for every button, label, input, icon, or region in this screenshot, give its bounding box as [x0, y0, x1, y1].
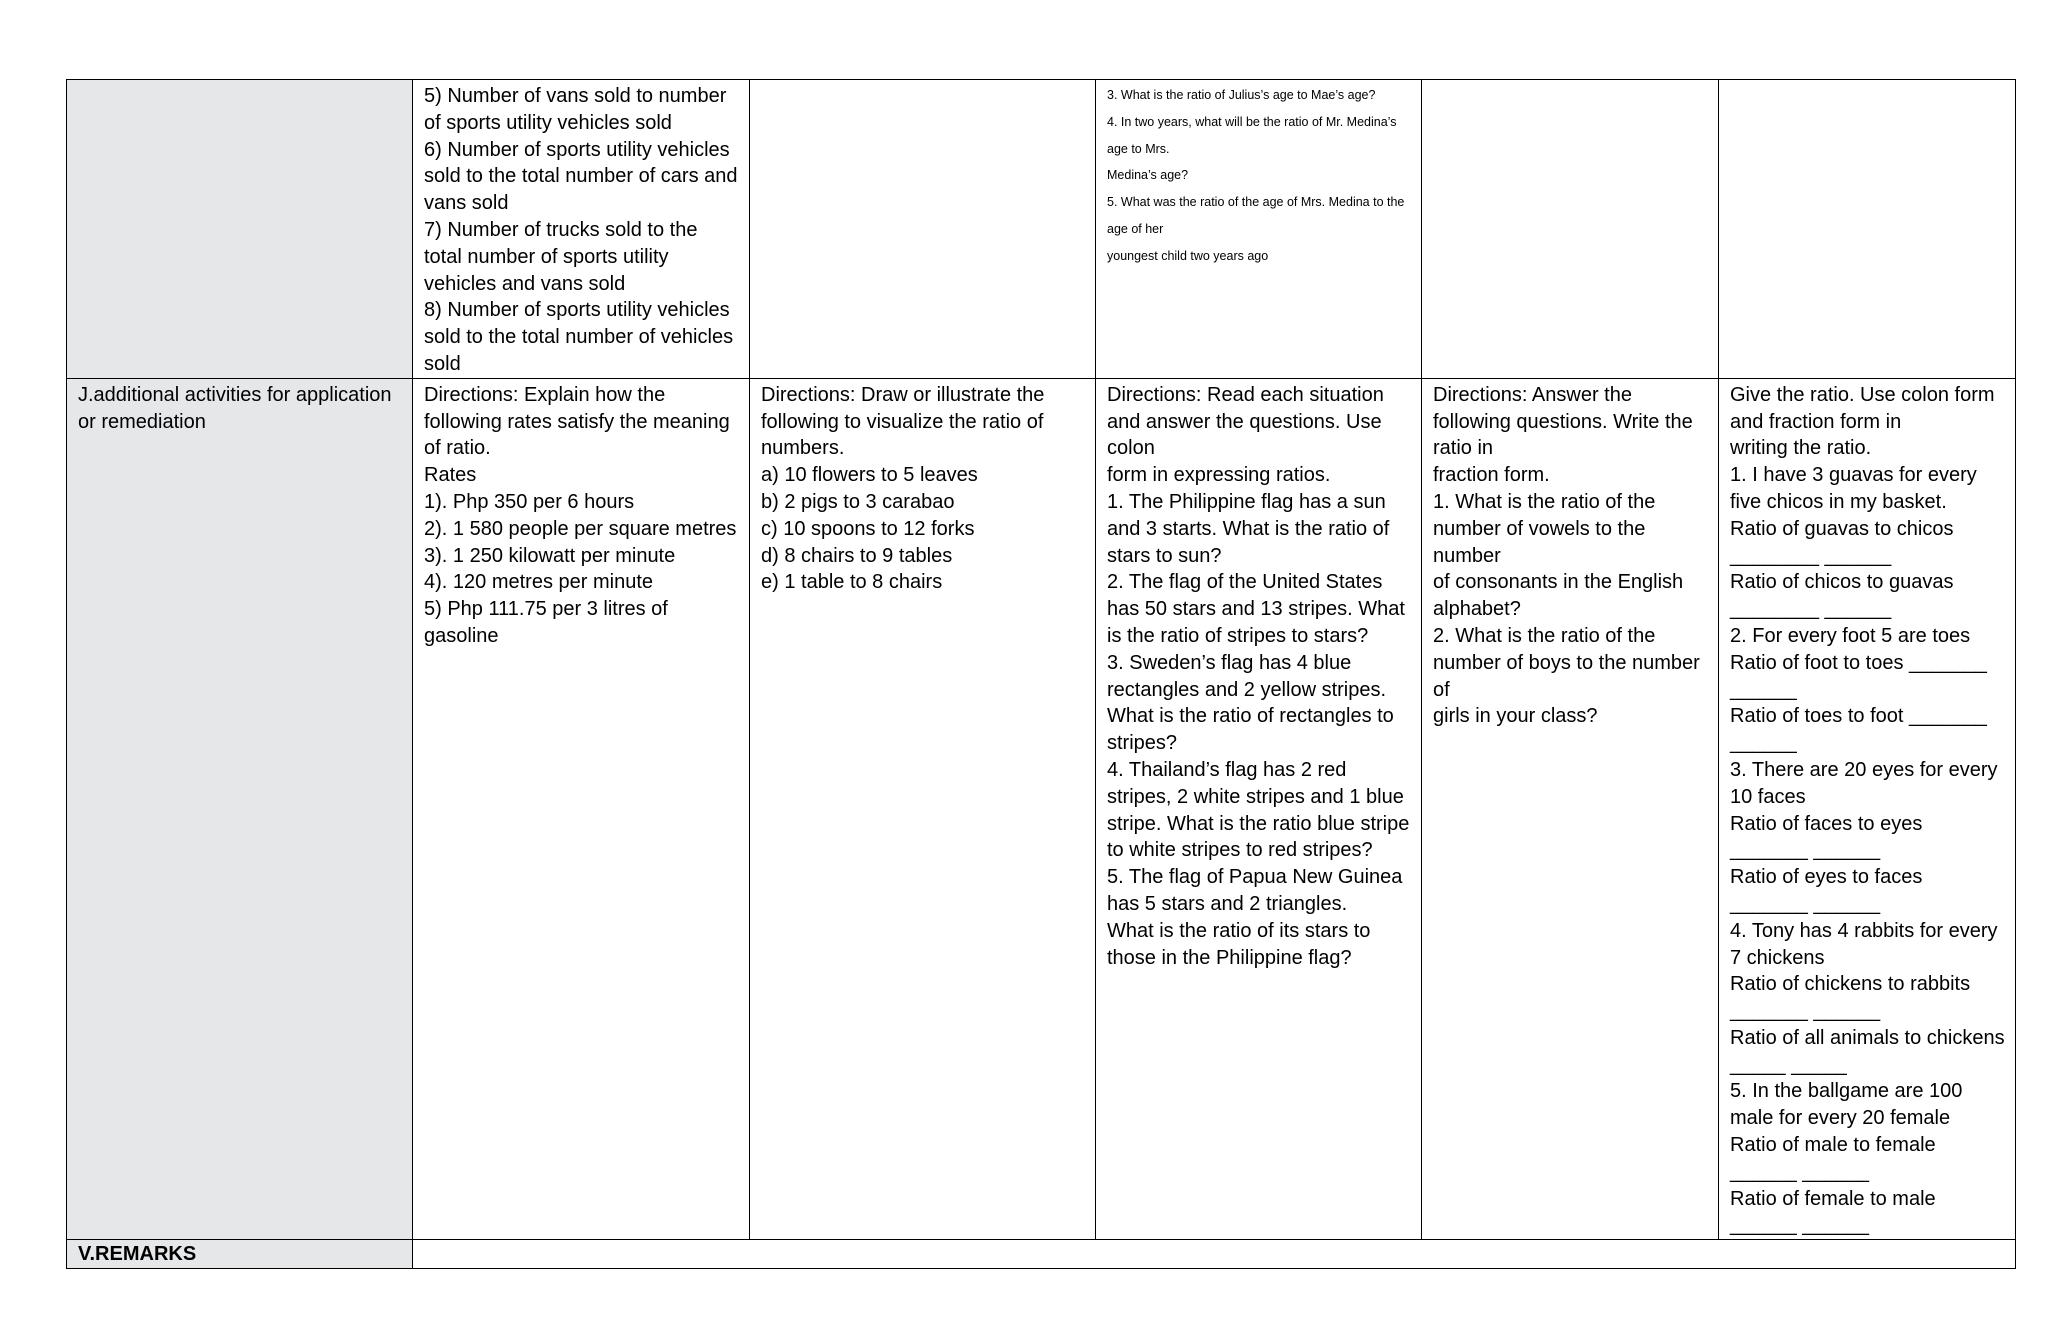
list-item: Medina’s age?	[1107, 168, 1189, 183]
list-item: Ratio of chicos to guavas ________ ______	[1730, 571, 1954, 621]
list-item: 2). 1 580 people per square metres	[424, 517, 737, 540]
list-item: girls in your class?	[1433, 705, 1598, 728]
list-item: 2. For every foot 5 are toes	[1730, 624, 1971, 647]
day3-cell	[1096, 378, 1422, 1240]
table-row-remarks	[67, 1240, 2016, 1269]
list-item: Give the ratio. Use colon form and fraction form in	[1730, 383, 1995, 433]
list-item: 4). 120 metres per minute	[424, 571, 653, 594]
row-label-additional-activities	[67, 378, 413, 1240]
list-item: Ratio of female to male ______ ______	[1730, 1187, 1936, 1237]
list-item: Ratio of toes to foot _______ ______	[1730, 705, 1987, 755]
list-item: Ratio of chickens to rabbits _______ ______	[1730, 973, 1971, 1023]
list-item: 5) Number of vans sold to number of sports utility vehicles sold	[424, 85, 727, 134]
list-item: 6) Number of sports utility vehicles sold to the total number of cars and vans sold	[424, 138, 738, 215]
list-item: 8) Number of sports utility vehicles sold to the total number of vehicles sold	[424, 299, 734, 375]
list-item: 1. What is the ratio of the number of vowels to the number	[1433, 490, 1656, 567]
list-item: Ratio of male to female ______ ______	[1730, 1134, 1936, 1183]
list-item: youngest child two years ago	[1107, 248, 1269, 263]
list-item: b) 2 pigs to 3 carabao	[761, 490, 955, 513]
list-item: a) 10 flowers to 5 leaves	[761, 464, 978, 487]
day1-cell	[413, 80, 750, 379]
day5-cell	[1719, 80, 2016, 379]
list-item: d) 8 chairs to 9 tables	[761, 544, 953, 567]
list-item: Ratio of guavas to chicos ________ ______	[1730, 517, 1954, 567]
list-item: fraction form.	[1433, 464, 1550, 487]
list-item: 3. What is the ratio of Julius’s age to Mae’s age?	[1107, 88, 1376, 102]
day4-cell	[1422, 378, 1719, 1240]
list-item: 5. In the ballgame are 100 male for every 20 female	[1730, 1080, 1963, 1130]
list-item: 1. I have 3 guavas for every five chicos in my basket.	[1730, 464, 1977, 513]
list-item: 3. Sweden’s flag has 4 blue rectangles and 2 yellow stripes. What is the ratio of rectangles to stripes?	[1107, 651, 1394, 755]
day2-cell	[750, 80, 1096, 379]
list-item: c) 10 spoons to 12 forks	[761, 517, 975, 540]
list-item: 1. The Philippine flag has a sun and 3 starts. What is the ratio of stars to sun?	[1107, 490, 1390, 567]
list-item: 5. The flag of Papua New Guinea has 5 stars and 2 triangles.	[1107, 866, 1403, 915]
list-item: Ratio of faces to eyes _______ ______	[1730, 812, 1923, 862]
list-item: 3). 1 250 kilowatt per minute	[424, 544, 676, 567]
remarks-cell	[413, 1240, 2016, 1269]
day3-cell	[1096, 80, 1422, 379]
list-item: Directions: Draw or illustrate the following to visualize the ratio of numbers.	[761, 383, 1045, 460]
day4-cell	[1422, 80, 1719, 379]
table-row-additional-activities	[67, 378, 2016, 1240]
list-item: Ratio of eyes to faces _______ ______	[1730, 866, 1923, 915]
list-item: 1). Php 350 per 6 hours	[424, 490, 635, 513]
list-item: 3. There are 20 eyes for every 10 faces	[1730, 758, 1998, 808]
list-item: 7) Number of trucks sold to the total number of sports utility vehicles and vans sold	[424, 218, 698, 295]
list-item: of consonants in the English alphabet?	[1433, 571, 1684, 621]
list-item: writing the ratio.	[1730, 437, 1872, 460]
row-label-text: J.additional activities for application or remediation	[78, 383, 392, 433]
list-item: Directions: Answer the following questions. Write the ratio in	[1433, 383, 1693, 460]
row-label-empty	[67, 80, 413, 379]
list-item: 2. What is the ratio of the number of boys to the number of	[1433, 624, 1700, 701]
day2-cell	[750, 378, 1096, 1240]
list-item: 4. Tony has 4 rabbits for every 7 chickens	[1730, 919, 1998, 969]
list-item: Directions: Explain how the following rates satisfy the meaning of ratio.	[424, 383, 730, 460]
list-item: Rates	[424, 464, 477, 487]
list-item: 4. In two years, what will be the ratio of Mr. Medina’s age to Mrs.	[1107, 114, 1397, 156]
list-item: Ratio of foot to toes _______ ______	[1730, 651, 1987, 701]
table-row-continued	[67, 80, 2016, 379]
day5-cell	[1719, 378, 2016, 1240]
list-item: 4. Thailand’s flag has 2 red stripes, 2 white stripes and 1 blue stripe. What is the ratio blue stripe to white stripes to red stripes?	[1107, 758, 1410, 862]
day1-cell	[413, 378, 750, 1240]
lesson-plan-table	[66, 79, 2016, 1269]
list-item: What is the ratio of its stars to those in the Philippine flag?	[1107, 919, 1371, 969]
list-item: Directions: Read each situation and answer the questions. Use colon	[1107, 383, 1384, 460]
list-item: 2. The flag of the United States has 50 stars and 13 stripes. What is the ratio of stripes to stars?	[1107, 571, 1405, 647]
list-item: e) 1 table to 8 chairs	[761, 571, 943, 594]
list-item: form in expressing ratios.	[1107, 464, 1331, 487]
list-item: Ratio of all animals to chickens _____ _____	[1730, 1026, 2005, 1076]
row-label-remarks	[67, 1240, 413, 1269]
list-item: 5) Php 111.75 per 3 litres of gasoline	[424, 598, 668, 647]
row-label-text: V.REMARKS	[78, 1243, 197, 1266]
list-item: 5. What was the ratio of the age of Mrs. Medina to the age of her	[1107, 195, 1405, 236]
